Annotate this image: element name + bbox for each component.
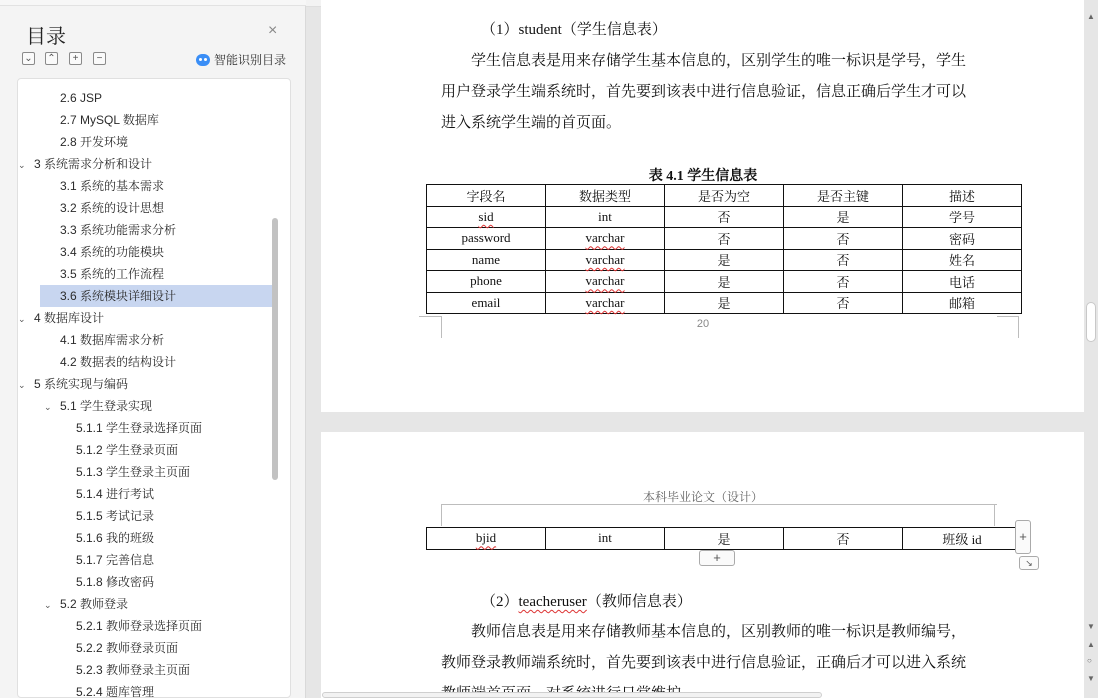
scroll-down-icon[interactable]: ▼ — [1087, 622, 1095, 631]
document-page — [321, 0, 1085, 412]
table-cell[interactable] — [903, 292, 1022, 314]
toc-item-label: 2.8 开发环境 — [60, 135, 129, 149]
toc-item[interactable] — [18, 197, 272, 219]
cell-text: 否 — [836, 253, 850, 269]
cell-text: 是否为空 — [697, 188, 750, 204]
table-cell[interactable] — [665, 249, 784, 271]
toc-item[interactable] — [18, 175, 272, 197]
toc-item[interactable] — [18, 307, 272, 329]
toc-item[interactable] — [18, 131, 272, 153]
toc-item-label: 4.2 数据表的结构设计 — [60, 355, 177, 369]
document-page — [321, 432, 1085, 698]
vertical-scroll-thumb[interactable] — [1086, 302, 1096, 342]
toc-item-label: 5.1.4 进行考试 — [76, 487, 155, 501]
toc-scroll-thumb[interactable] — [272, 218, 278, 480]
cell-text: 密码 — [948, 231, 975, 247]
student-table[interactable] — [426, 184, 1022, 314]
table-cell[interactable] — [546, 206, 665, 228]
add-column-button[interactable]: + — [1015, 520, 1031, 554]
cell-text: 是 — [717, 274, 731, 290]
table-cell[interactable] — [665, 185, 784, 207]
cell-text: 数据类型 — [578, 188, 631, 204]
toc-item-label: 5.1.7 完善信息 — [76, 553, 155, 567]
toc-item[interactable] — [18, 87, 272, 109]
cell-text: 是 — [717, 531, 731, 547]
toc-item-label: 5.1.8 修改密码 — [76, 575, 155, 589]
cell-text: password — [461, 230, 511, 246]
toc-item-label: 5.2 教师登录 — [60, 597, 129, 611]
toc-item[interactable] — [18, 109, 272, 131]
chevron-down-icon[interactable]: ⌄ — [18, 160, 26, 170]
toc-item[interactable] — [18, 153, 272, 175]
next-page-icon[interactable]: ▼ — [1087, 674, 1095, 683]
table-cell[interactable] — [427, 228, 546, 250]
cell-text: 否 — [836, 296, 850, 312]
toc-item-label: 3.3 系统功能需求分析 — [60, 223, 177, 237]
paragraph-line: 进入系统学生端的首页面。 — [441, 115, 622, 131]
toc-item-label: 3.5 系统的工作流程 — [60, 267, 165, 281]
toc-item[interactable] — [18, 373, 272, 395]
table-cell[interactable] — [427, 292, 546, 314]
toc-item-label: 5.2.4 题库管理 — [76, 685, 155, 698]
table-cell[interactable] — [665, 528, 784, 550]
table-row — [427, 185, 1022, 207]
smart-toc-button[interactable] — [196, 51, 286, 68]
toc-item[interactable] — [18, 549, 272, 571]
table-cell[interactable] — [903, 528, 1022, 550]
table-cell[interactable] — [546, 185, 665, 207]
cell-text: name — [471, 251, 501, 267]
heading-number: （2） — [481, 594, 519, 610]
cell-text: 否 — [836, 274, 850, 290]
cell-text: 否 — [836, 231, 850, 247]
heading-description: （教师信息表） — [586, 594, 692, 610]
toc-item[interactable] — [18, 483, 272, 505]
table-resize-icon[interactable]: ↘ — [1019, 556, 1039, 570]
chevron-down-icon[interactable]: ⌄ — [18, 314, 26, 324]
cell-text: 否 — [717, 231, 731, 247]
toc-item-label: 5.1.5 考试记录 — [76, 509, 155, 523]
prev-page-icon[interactable]: ▲ — [1087, 640, 1095, 649]
toc-item-label: 5.1.1 学生登录选择页面 — [76, 421, 203, 435]
section-heading-teacher — [481, 590, 692, 611]
heading-description: （学生信息表） — [561, 22, 667, 38]
table-cell[interactable] — [665, 228, 784, 250]
table-cell[interactable] — [903, 271, 1022, 293]
select-browse-icon[interactable]: ○ — [1087, 656, 1092, 665]
chevron-down-icon[interactable]: ⌄ — [44, 600, 52, 610]
heading-table-name: teacheruser — [518, 594, 587, 610]
remove-heading-icon[interactable]: − — [93, 52, 106, 65]
page-number: 20 — [696, 318, 710, 330]
table-cell[interactable] — [665, 271, 784, 293]
toc-item-label: 5.2.3 教师登录主页面 — [76, 663, 191, 677]
toc-title: 目录 — [26, 24, 66, 48]
cell-text: 邮箱 — [948, 296, 975, 312]
table-cell[interactable] — [784, 206, 903, 228]
table-cell[interactable] — [427, 528, 546, 550]
heading-table-name: student — [518, 22, 562, 38]
cell-text: 是 — [836, 210, 850, 226]
table-cell[interactable] — [665, 206, 784, 228]
table-cell[interactable] — [784, 528, 903, 550]
table-cell[interactable] — [903, 249, 1022, 271]
vertical-scrollbar[interactable] — [1084, 0, 1098, 698]
toc-item[interactable] — [18, 615, 272, 637]
table-row — [427, 249, 1022, 271]
section-heading-student — [481, 18, 667, 39]
cell-text: 字段名 — [466, 188, 506, 204]
toc-item-label: 5.2.2 教师登录页面 — [76, 641, 179, 655]
toc-item-label: 5.1.3 学生登录主页面 — [76, 465, 191, 479]
expand-up-icon[interactable]: ⌃ — [45, 52, 58, 65]
cell-text: phone — [470, 273, 502, 289]
toc-item-label: 3.4 系统的功能模块 — [60, 245, 165, 259]
cell-text: varchar — [585, 294, 625, 310]
cell-text: 班级 id — [942, 531, 982, 547]
toc-item[interactable] — [18, 461, 272, 483]
header-rule — [441, 504, 997, 505]
cell-text: int — [598, 530, 612, 546]
table-cell[interactable] — [427, 206, 546, 228]
toc-item[interactable] — [18, 219, 272, 241]
cell-text: bjid — [475, 530, 497, 546]
cell-text: 是否主键 — [816, 188, 869, 204]
table-row — [427, 271, 1022, 293]
toc-item[interactable] — [18, 395, 272, 417]
cell-text: 学号 — [948, 210, 975, 226]
toc-item[interactable] — [18, 263, 272, 285]
toc-item[interactable] — [18, 593, 272, 615]
toc-list — [17, 78, 291, 698]
page-header: 本科毕业论文（设计） — [642, 490, 763, 504]
cell-text: int — [598, 208, 612, 224]
table-cell[interactable] — [784, 249, 903, 271]
scroll-up-icon[interactable]: ▲ — [1087, 12, 1095, 21]
cell-text: sid — [478, 208, 494, 224]
horizontal-scrollbar[interactable] — [322, 692, 822, 698]
table-cell[interactable] — [784, 185, 903, 207]
cell-text: email — [471, 294, 501, 310]
table-cell[interactable] — [427, 271, 546, 293]
toc-item-label: 5.1.2 学生登录页面 — [76, 443, 179, 457]
toc-item-label: 4.1 数据库需求分析 — [60, 333, 165, 347]
table-cell[interactable] — [546, 292, 665, 314]
toc-item-label: 3 系统需求分析和设计 — [34, 157, 153, 171]
toc-item[interactable] — [18, 351, 272, 373]
student-table-continued[interactable] — [426, 527, 1022, 550]
table-row — [427, 206, 1022, 228]
table-cell[interactable] — [903, 185, 1022, 207]
smart-toc-label: 智能识别目录 — [214, 53, 287, 67]
cell-text: 是 — [717, 253, 731, 269]
toc-item-label: 5.1.6 我的班级 — [76, 531, 155, 545]
chevron-down-icon[interactable]: ⌄ — [18, 380, 26, 390]
toc-item[interactable] — [18, 417, 272, 439]
toc-item[interactable] — [18, 571, 272, 593]
toc-item[interactable] — [18, 637, 272, 659]
table-cell[interactable] — [784, 271, 903, 293]
toc-item[interactable] — [40, 285, 272, 307]
table-row — [427, 292, 1022, 314]
toc-item[interactable] — [18, 329, 272, 351]
toc-item-label: 2.7 MySQL 数据库 — [60, 113, 159, 127]
collapse-all-icon[interactable]: ⌄ — [22, 52, 35, 65]
cell-text: varchar — [585, 230, 625, 246]
toc-sidebar — [0, 0, 306, 698]
table-row — [427, 528, 1022, 550]
sidebar-top-edge — [0, 0, 306, 6]
toc-item[interactable] — [18, 659, 272, 681]
toc-item[interactable] — [18, 681, 272, 698]
table-row — [427, 228, 1022, 250]
crop-mark — [441, 504, 463, 526]
table-cell[interactable] — [546, 271, 665, 293]
toc-item-label: 5.1 学生登录实现 — [60, 399, 153, 413]
add-row-button[interactable]: + — [699, 550, 735, 566]
table-caption: 表 4.1 学生信息表 — [648, 169, 758, 184]
toc-item-label: 5 系统实现与编码 — [34, 377, 129, 391]
toc-item-label: 3.2 系统的设计思想 — [60, 201, 165, 215]
cell-text: 否 — [717, 210, 731, 226]
cell-text: 是 — [717, 296, 731, 312]
toc-item[interactable] — [18, 527, 272, 549]
robot-icon — [196, 54, 210, 66]
paragraph-line: 用户登录学生端系统时，首先要到该表中进行信息验证，信息正确后学生才可以 — [441, 84, 967, 100]
table-cell[interactable] — [546, 228, 665, 250]
table-cell[interactable] — [427, 249, 546, 271]
table-cell[interactable] — [546, 249, 665, 271]
cell-text: varchar — [585, 273, 625, 289]
document-area — [306, 0, 1098, 698]
table-cell[interactable] — [903, 206, 1022, 228]
cell-text: 否 — [836, 531, 850, 547]
paragraph-line: 教师信息表是用来存储教师基本信息的，区别教师的唯一标识是教师编号， — [471, 624, 967, 640]
toc-item[interactable] — [18, 439, 272, 461]
toc-item-label: 2.6 JSP — [60, 91, 103, 105]
toc-item-label: 4 数据库设计 — [34, 311, 105, 325]
table-cell[interactable] — [427, 185, 546, 207]
chevron-down-icon[interactable]: ⌄ — [44, 402, 52, 412]
table-cell[interactable] — [546, 528, 665, 550]
table-cell[interactable] — [784, 292, 903, 314]
close-icon[interactable]: × — [268, 22, 278, 39]
toc-item[interactable] — [18, 505, 272, 527]
heading-number: （1） — [481, 22, 519, 38]
cell-text: varchar — [585, 251, 625, 267]
table-cell[interactable] — [784, 228, 903, 250]
add-heading-icon[interactable]: + — [69, 52, 82, 65]
table-cell[interactable] — [665, 292, 784, 314]
cell-text: 姓名 — [948, 253, 975, 269]
toc-item-label: 3.1 系统的基本需求 — [60, 179, 165, 193]
crop-mark — [973, 504, 995, 526]
cell-text: 电话 — [948, 274, 975, 290]
cell-text: 描述 — [948, 188, 975, 204]
paragraph-line: 教师登录教师端系统时，首先要到该表中进行信息验证，正确后才可以进入系统 — [441, 655, 967, 671]
toc-item-label: 3.6 系统模块详细设计 — [60, 289, 177, 303]
table-cell[interactable] — [903, 228, 1022, 250]
paragraph-line: 学生信息表是用来存储学生基本信息的，区别学生的唯一标识是学号，学生 — [471, 53, 967, 69]
toc-item-label: 5.2.1 教师登录选择页面 — [76, 619, 203, 633]
toc-item[interactable] — [18, 241, 272, 263]
